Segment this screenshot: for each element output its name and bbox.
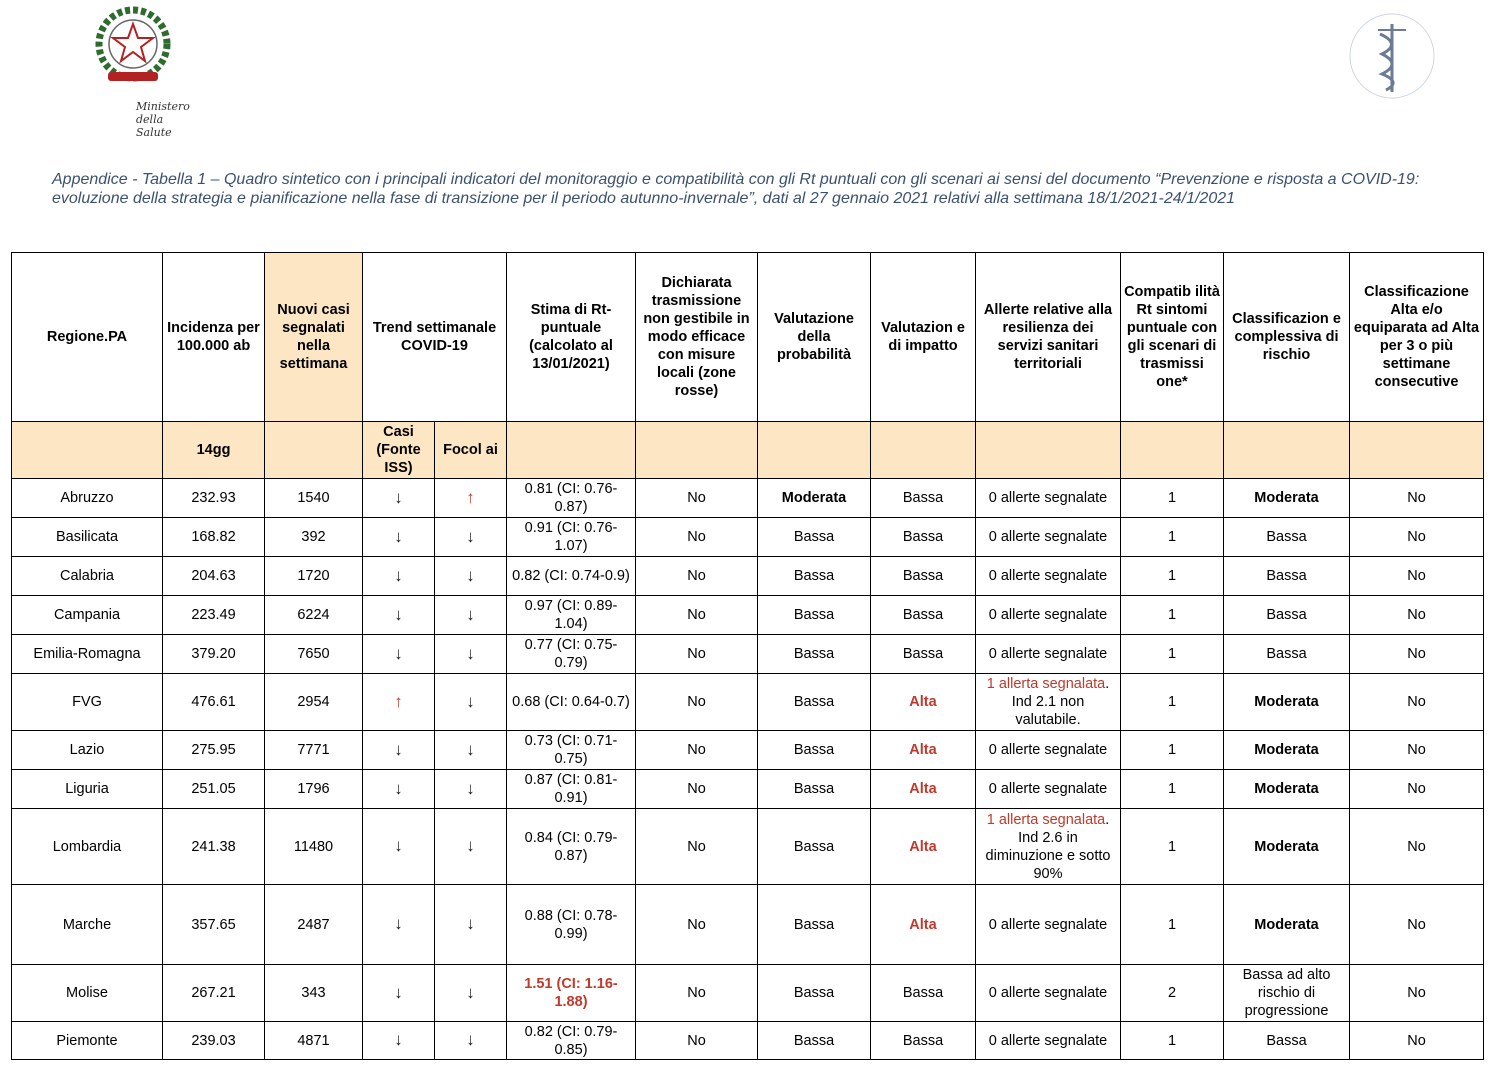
arrow-down-icon: ↓ bbox=[394, 836, 403, 855]
subheader-row bbox=[12, 422, 1484, 479]
cell-probabilita: Bassa bbox=[758, 674, 871, 731]
cell-probabilita: Bassa bbox=[758, 1022, 871, 1060]
table-row bbox=[12, 1022, 1484, 1060]
cell-incidenza: 251.05 bbox=[163, 770, 265, 809]
table-caption: Appendice - Tabella 1 – Quadro sintetico con i principali indicatori del monitoraggio e compatibilità con gli Rt puntuali con gli scenari ai sensi del documento “Prevenzione e risposta a COVID-19: evoluzione della strategia e pianificazione nella fase di transizione per il periodo autunno-invernale”, dati al 27 gennaio 2021 relativi alla settimana 18/1/2021-24/1/2021 bbox=[52, 171, 1420, 207]
arrow-down-icon: ↓ bbox=[466, 691, 475, 711]
cell-focolai-trend bbox=[435, 674, 507, 731]
table-body bbox=[12, 479, 1484, 1060]
cell-allerte: 0 allerte segnalate bbox=[976, 731, 1121, 770]
cell-compatibilita: 1 bbox=[1121, 809, 1224, 885]
cell-impatto: Alta bbox=[871, 809, 976, 885]
arrow-down-icon: ↓ bbox=[466, 565, 475, 585]
cell-rt: 0.97 (CI: 0.89-1.04) bbox=[507, 596, 636, 635]
cell-classificazione: Moderata bbox=[1224, 770, 1350, 809]
cell-incidenza: 241.38 bbox=[163, 809, 265, 885]
cell-compatibilita: 1 bbox=[1121, 518, 1224, 557]
arrow-down-icon: ↓ bbox=[394, 778, 403, 798]
sub-empty bbox=[758, 422, 871, 479]
cell-nuovi: 1796 bbox=[265, 770, 363, 809]
cell-classificazione: Bassa ad alto rischio di progressione bbox=[1224, 965, 1350, 1022]
cell-incidenza: 232.93 bbox=[163, 479, 265, 518]
cell-nuovi: 11480 bbox=[265, 809, 363, 885]
cell-incidenza: 267.21 bbox=[163, 965, 265, 1022]
alert-detail: . Ind 2.6 in diminuzione e sotto 90% bbox=[985, 811, 1111, 882]
col-incidenza: Incidenza per 100.000 ab bbox=[163, 253, 265, 422]
cell-probabilita: Bassa bbox=[758, 596, 871, 635]
cell-nuovi: 1720 bbox=[265, 557, 363, 596]
cell-trasmissione: No bbox=[636, 479, 758, 518]
table-row bbox=[12, 635, 1484, 674]
table-row bbox=[12, 557, 1484, 596]
arrow-down-icon: ↓ bbox=[394, 643, 403, 663]
cell-probabilita: Bassa bbox=[758, 809, 871, 885]
sub-casi: Casi (Fonte ISS) bbox=[363, 422, 435, 479]
cell-regione: Marche bbox=[12, 885, 163, 965]
cell-compatibilita: 1 bbox=[1121, 479, 1224, 518]
col-trasmissione: Dichiarata trasmissione non gestibile in modo efficace con misure locali (zone rosse) bbox=[636, 253, 758, 422]
cell-nuovi: 4871 bbox=[265, 1022, 363, 1060]
cell-probabilita: Bassa bbox=[758, 731, 871, 770]
cell-classificazione: Bassa bbox=[1224, 596, 1350, 635]
cell-compatibilita: 1 bbox=[1121, 635, 1224, 674]
cell-rt: 0.73 (CI: 0.71-0.75) bbox=[507, 731, 636, 770]
arrow-down-icon: ↓ bbox=[394, 982, 403, 1002]
cell-classificazione: Bassa bbox=[1224, 635, 1350, 674]
cell-rt: 0.81 (CI: 0.76-0.87) bbox=[507, 479, 636, 518]
alert-flag: 1 allerta segnalata bbox=[986, 676, 1106, 692]
cell-alta3: No bbox=[1350, 674, 1484, 731]
cell-focolai-trend bbox=[435, 885, 507, 965]
sub-empty bbox=[1121, 422, 1224, 479]
col-nuovi-casi: Nuovi casi segnalati nella settimana bbox=[265, 253, 363, 422]
cell-incidenza: 223.49 bbox=[163, 596, 265, 635]
cell-compatibilita: 1 bbox=[1121, 885, 1224, 965]
cell-casi-trend bbox=[363, 674, 435, 731]
cell-alta3: No bbox=[1350, 1022, 1484, 1060]
cell-classificazione: Bassa bbox=[1224, 1022, 1350, 1060]
cell-compatibilita: 1 bbox=[1121, 674, 1224, 731]
sub-empty bbox=[1350, 422, 1484, 479]
cell-casi-trend bbox=[363, 1022, 435, 1060]
cell-compatibilita: 1 bbox=[1121, 596, 1224, 635]
cell-rt: 0.87 (CI: 0.81-0.91) bbox=[507, 770, 636, 809]
col-allerte: Allerte relative alla resilienza dei servizi sanitari territoriali bbox=[976, 253, 1121, 422]
cell-probabilita: Bassa bbox=[758, 557, 871, 596]
cell-trasmissione: No bbox=[636, 674, 758, 731]
republic-emblem bbox=[66, 2, 196, 139]
table-row bbox=[12, 809, 1484, 885]
cell-rt: 0.84 (CI: 0.79-0.87) bbox=[507, 809, 636, 885]
arrow-up-icon: ↑ bbox=[466, 487, 475, 507]
cell-classificazione: Moderata bbox=[1224, 731, 1350, 770]
cell-regione: FVG bbox=[12, 674, 163, 731]
arrow-down-icon: ↓ bbox=[466, 739, 475, 759]
cell-classificazione: Moderata bbox=[1224, 674, 1350, 731]
cell-regione: Molise bbox=[12, 965, 163, 1022]
arrow-down-icon: ↓ bbox=[466, 836, 475, 855]
sub-empty bbox=[636, 422, 758, 479]
cell-allerte: 0 allerte segnalate bbox=[976, 1022, 1121, 1060]
cell-alta3: No bbox=[1350, 596, 1484, 635]
col-alta3: Classificazione Alta e/o equiparata ad Alta per 3 o più settimane consecutive bbox=[1350, 253, 1484, 422]
col-classificazione: Classificazion e complessiva di rischio bbox=[1224, 253, 1350, 422]
sub-empty bbox=[976, 422, 1121, 479]
cell-compatibilita: 1 bbox=[1121, 1022, 1224, 1060]
table-row bbox=[12, 731, 1484, 770]
cell-probabilita: Bassa bbox=[758, 635, 871, 674]
cell-focolai-trend bbox=[435, 731, 507, 770]
sub-empty bbox=[12, 422, 163, 479]
cell-impatto: Bassa bbox=[871, 1022, 976, 1060]
cell-regione: Basilicata bbox=[12, 518, 163, 557]
cell-focolai-trend bbox=[435, 1022, 507, 1060]
arrow-down-icon: ↓ bbox=[394, 565, 403, 585]
cell-alta3: No bbox=[1350, 965, 1484, 1022]
cell-probabilita: Bassa bbox=[758, 770, 871, 809]
cell-allerte: 0 allerte segnalate bbox=[976, 770, 1121, 809]
cell-focolai-trend bbox=[435, 479, 507, 518]
cell-allerte bbox=[976, 674, 1121, 731]
arrow-down-icon: ↓ bbox=[394, 526, 403, 546]
cell-impatto: Bassa bbox=[871, 557, 976, 596]
cell-focolai-trend bbox=[435, 518, 507, 557]
cell-alta3: No bbox=[1350, 557, 1484, 596]
cell-classificazione: Bassa bbox=[1224, 518, 1350, 557]
cell-casi-trend bbox=[363, 770, 435, 809]
cell-nuovi: 7771 bbox=[265, 731, 363, 770]
arrow-down-icon: ↓ bbox=[466, 643, 475, 663]
arrow-down-icon: ↓ bbox=[466, 778, 475, 798]
cell-casi-trend bbox=[363, 479, 435, 518]
cell-regione: Liguria bbox=[12, 770, 163, 809]
cell-allerte: 0 allerte segnalate bbox=[976, 596, 1121, 635]
cell-nuovi: 2487 bbox=[265, 885, 363, 965]
cell-impatto: Alta bbox=[871, 885, 976, 965]
cell-impatto: Alta bbox=[871, 674, 976, 731]
sub-empty bbox=[265, 422, 363, 479]
table-row bbox=[12, 479, 1484, 518]
cell-classificazione: Moderata bbox=[1224, 885, 1350, 965]
cell-incidenza: 379.20 bbox=[163, 635, 265, 674]
cell-alta3: No bbox=[1350, 635, 1484, 674]
cell-nuovi: 6224 bbox=[265, 596, 363, 635]
arrow-down-icon: ↓ bbox=[466, 914, 475, 933]
col-probabilita: Valutazione della probabilità bbox=[758, 253, 871, 422]
cell-compatibilita: 2 bbox=[1121, 965, 1224, 1022]
iss-seal-icon bbox=[1340, 6, 1445, 106]
cell-regione: Campania bbox=[12, 596, 163, 635]
arrow-down-icon: ↓ bbox=[466, 982, 475, 1002]
cell-nuovi: 7650 bbox=[265, 635, 363, 674]
arrow-down-icon: ↓ bbox=[394, 604, 403, 624]
cell-trasmissione: No bbox=[636, 885, 758, 965]
cell-alta3: No bbox=[1350, 479, 1484, 518]
cell-incidenza: 168.82 bbox=[163, 518, 265, 557]
table-row bbox=[12, 518, 1484, 557]
cell-allerte: 0 allerte segnalate bbox=[976, 557, 1121, 596]
cell-rt: 0.82 (CI: 0.74-0.9) bbox=[507, 557, 636, 596]
cell-compatibilita: 1 bbox=[1121, 731, 1224, 770]
cell-casi-trend bbox=[363, 965, 435, 1022]
arrow-up-icon: ↑ bbox=[394, 691, 403, 711]
cell-alta3: No bbox=[1350, 885, 1484, 965]
table-row bbox=[12, 885, 1484, 965]
cell-alta3: No bbox=[1350, 518, 1484, 557]
cell-trasmissione: No bbox=[636, 518, 758, 557]
cell-nuovi: 1540 bbox=[265, 479, 363, 518]
col-rt: Stima di Rt-puntuale (calcolato al 13/01/2021) bbox=[507, 253, 636, 422]
table-row bbox=[12, 674, 1484, 731]
cell-focolai-trend bbox=[435, 635, 507, 674]
cell-trasmissione: No bbox=[636, 809, 758, 885]
table-row bbox=[12, 770, 1484, 809]
sub-incidenza: 14gg bbox=[163, 422, 265, 479]
arrow-down-icon: ↓ bbox=[466, 604, 475, 624]
cell-nuovi: 392 bbox=[265, 518, 363, 557]
alert-flag: 1 allerta segnalata bbox=[986, 811, 1106, 828]
cell-regione: Lazio bbox=[12, 731, 163, 770]
cell-nuovi: 2954 bbox=[265, 674, 363, 731]
alert-detail: . Ind 2.1 non valutabile. bbox=[1011, 676, 1110, 728]
col-impatto: Valutazion e di impatto bbox=[871, 253, 976, 422]
cell-probabilita: Bassa bbox=[758, 965, 871, 1022]
cell-probabilita: Bassa bbox=[758, 518, 871, 557]
cell-trasmissione: No bbox=[636, 770, 758, 809]
cell-alta3: No bbox=[1350, 770, 1484, 809]
cell-regione: Piemonte bbox=[12, 1022, 163, 1060]
cell-incidenza: 476.61 bbox=[163, 674, 265, 731]
cell-regione: Calabria bbox=[12, 557, 163, 596]
cell-impatto: Bassa bbox=[871, 635, 976, 674]
cell-focolai-trend bbox=[435, 809, 507, 885]
cell-impatto: Alta bbox=[871, 770, 976, 809]
cell-impatto: Bassa bbox=[871, 965, 976, 1022]
ministry-label: Ministero della Salute bbox=[136, 100, 190, 139]
cell-casi-trend bbox=[363, 731, 435, 770]
sub-empty bbox=[507, 422, 636, 479]
cell-casi-trend bbox=[363, 885, 435, 965]
arrow-down-icon: ↓ bbox=[394, 914, 403, 933]
cell-regione: Abruzzo bbox=[12, 479, 163, 518]
cell-impatto: Alta bbox=[871, 731, 976, 770]
sub-empty bbox=[871, 422, 976, 479]
cell-casi-trend bbox=[363, 557, 435, 596]
arrow-down-icon: ↓ bbox=[394, 487, 403, 507]
cell-casi-trend bbox=[363, 635, 435, 674]
cell-incidenza: 204.63 bbox=[163, 557, 265, 596]
col-regione: Regione.PA bbox=[12, 253, 163, 422]
cell-casi-trend bbox=[363, 809, 435, 885]
cell-compatibilita: 1 bbox=[1121, 770, 1224, 809]
cell-rt: 0.82 (CI: 0.79-0.85) bbox=[507, 1022, 636, 1060]
cell-allerte bbox=[976, 809, 1121, 885]
emblem-icon bbox=[88, 2, 178, 94]
cell-rt: 0.77 (CI: 0.75-0.79) bbox=[507, 635, 636, 674]
cell-allerte: 0 allerte segnalate bbox=[976, 635, 1121, 674]
arrow-down-icon: ↓ bbox=[466, 526, 475, 546]
cell-regione: Lombardia bbox=[12, 809, 163, 885]
cell-focolai-trend bbox=[435, 596, 507, 635]
cell-alta3: No bbox=[1350, 731, 1484, 770]
sub-focolai: Focol ai bbox=[435, 422, 507, 479]
col-trend: Trend settimanale COVID-19 bbox=[363, 253, 507, 422]
cell-impatto: Bassa bbox=[871, 479, 976, 518]
cell-focolai-trend bbox=[435, 557, 507, 596]
cell-nuovi: 343 bbox=[265, 965, 363, 1022]
cell-compatibilita: 1 bbox=[1121, 557, 1224, 596]
cell-classificazione: Moderata bbox=[1224, 479, 1350, 518]
cell-focolai-trend bbox=[435, 770, 507, 809]
table-row bbox=[12, 596, 1484, 635]
arrow-down-icon: ↓ bbox=[394, 739, 403, 759]
cell-impatto: Bassa bbox=[871, 518, 976, 557]
cell-classificazione: Moderata bbox=[1224, 809, 1350, 885]
cell-probabilita: Moderata bbox=[758, 479, 871, 518]
table-row bbox=[12, 965, 1484, 1022]
iss-logo bbox=[1340, 6, 1445, 110]
cell-allerte: 0 allerte segnalate bbox=[976, 479, 1121, 518]
cell-trasmissione: No bbox=[636, 1022, 758, 1060]
cell-trasmissione: No bbox=[636, 965, 758, 1022]
cell-allerte: 0 allerte segnalate bbox=[976, 518, 1121, 557]
cell-trasmissione: No bbox=[636, 557, 758, 596]
col-compatibilita: Compatib ilità Rt sintomi puntuale con gli scenari di trasmissi one* bbox=[1121, 253, 1224, 422]
cell-rt: 0.88 (CI: 0.78-0.99) bbox=[507, 885, 636, 965]
monitoring-table bbox=[11, 252, 1484, 1060]
cell-impatto: Bassa bbox=[871, 596, 976, 635]
arrow-down-icon: ↓ bbox=[394, 1030, 403, 1049]
sub-empty bbox=[1224, 422, 1350, 479]
cell-casi-trend bbox=[363, 596, 435, 635]
cell-probabilita: Bassa bbox=[758, 885, 871, 965]
cell-rt: 1.51 (CI: 1.16-1.88) bbox=[507, 965, 636, 1022]
cell-incidenza: 275.95 bbox=[163, 731, 265, 770]
cell-trasmissione: No bbox=[636, 635, 758, 674]
cell-trasmissione: No bbox=[636, 731, 758, 770]
cell-focolai-trend bbox=[435, 965, 507, 1022]
arrow-down-icon: ↓ bbox=[466, 1030, 475, 1049]
cell-classificazione: Bassa bbox=[1224, 557, 1350, 596]
header-row bbox=[12, 253, 1484, 422]
cell-incidenza: 239.03 bbox=[163, 1022, 265, 1060]
cell-allerte: 0 allerte segnalate bbox=[976, 885, 1121, 965]
cell-alta3: No bbox=[1350, 809, 1484, 885]
cell-allerte: 0 allerte segnalate bbox=[976, 965, 1121, 1022]
cell-casi-trend bbox=[363, 518, 435, 557]
cell-trasmissione: No bbox=[636, 596, 758, 635]
cell-rt: 0.91 (CI: 0.76-1.07) bbox=[507, 518, 636, 557]
cell-regione: Emilia-Romagna bbox=[12, 635, 163, 674]
cell-rt: 0.68 (CI: 0.64-0.7) bbox=[507, 674, 636, 731]
cell-incidenza: 357.65 bbox=[163, 885, 265, 965]
